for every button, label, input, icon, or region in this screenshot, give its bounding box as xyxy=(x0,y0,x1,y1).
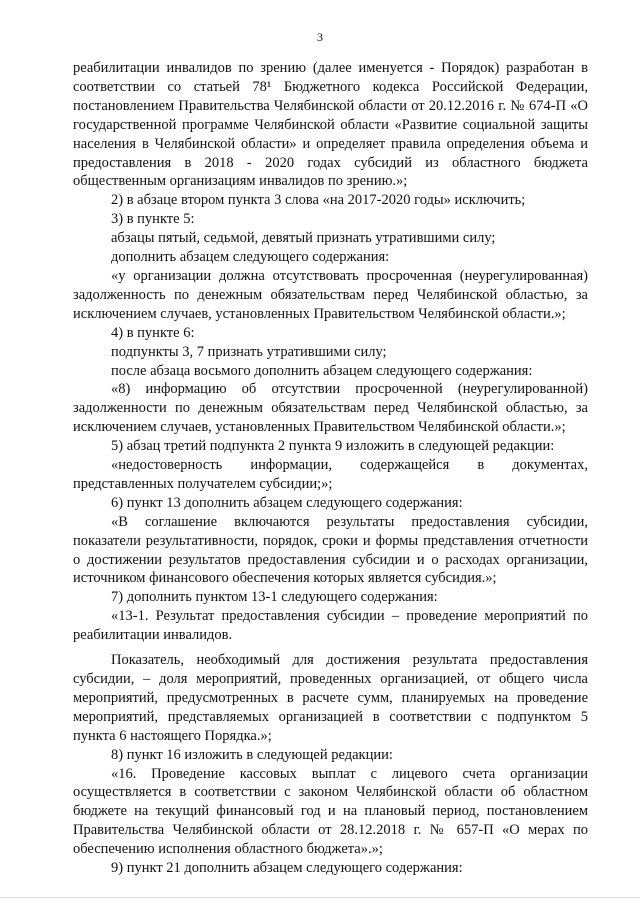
paragraph-item-8-quote: «16. Проведение кассовых выплат с лицевого счета организации осуществляется в соответствии с законом Челябинской области об областном бюджете на текущий финансовый год и на плановый период, постановлением Правительства Челябинской области от 28.12.2018 г. № 657-П «О мерах по обеспечению исполнения областного бюджета».»; xyxy=(73,765,588,858)
paragraph-item-4-quote: «8) информацию об отсутствии просроченной (неурегулированной) задолженности по денежным обязательствам перед Челябинской областью, за исключением случаев, установленных Правительством Челябинской области.»; xyxy=(73,381,588,436)
paragraph-item-4-add: после абзаца восьмого дополнить абзацем следующего содержания: xyxy=(111,362,533,379)
paragraph-item-4: 4) в пункте 6: xyxy=(111,324,195,341)
paragraph-item-6: 6) пункт 13 дополнить абзацем следующего содержания: xyxy=(111,494,463,511)
paragraph-item-2: 2) в абзаце втором пункта 3 слова «на 2017-2020 годы» исключить; xyxy=(111,192,526,209)
paragraph-item-7-quote: «13-1. Результат предоставления субсидии – проведение мероприятий по реабилитации инвалидов. xyxy=(73,608,588,644)
paragraph-item-6-quote: «В соглашение включаются результаты предоставления субсидии, показатели результативности, порядок, сроки и формы представления отчетности о достижении результатов предоставления субсидии и о расходах организации, источником финансового обеспечения которых является субсидия.»; xyxy=(73,513,588,587)
page-number: 3 xyxy=(317,30,323,44)
paragraph-item-5-quote: «недостоверность информации, содержащейся в документах, представленных получателем субсидии;»; xyxy=(73,457,588,492)
paragraph-item-3-quote: «у организации должна отсутствовать просроченная (неурегулированная) задолженность по денежным обязательствам перед Челябинской областью, за исключением случаев, установленных Правительством Челябинской области.»; xyxy=(73,267,588,322)
paragraph-item-9: 9) пункт 21 дополнить абзацем следующего содержания: xyxy=(111,860,463,877)
paragraph-item-3-abzacy: абзацы пятый, седьмой, девятый признать утратившими силу; xyxy=(111,230,496,247)
page-bottom-divider xyxy=(0,897,640,898)
paragraph-item-8: 8) пункт 16 изложить в следующей редакции: xyxy=(111,746,393,763)
paragraph-item-5: 5) абзац третий подпункта 2 пункта 9 изложить в следующей редакции: xyxy=(111,438,555,455)
document-body xyxy=(73,59,588,878)
paragraph-item-3-add: дополнить абзацем следующего содержания: xyxy=(111,249,390,266)
paragraph-item-3: 3) в пункте 5: xyxy=(111,211,195,228)
paragraph-item-7-indicator: Показатель, необходимый для достижения результата предоставления субсидии, – доля мероприятий, проведенных организацией, от общего числа мероприятий, предусмотренных в расчете сумм, планируемых на проведение мероприятий, представляемых организацией в соответствии с подпунктом 5 пункта 6 настоящего Порядка.»; xyxy=(73,652,588,744)
paragraph-item-4-subitems: подпункты 3, 7 признать утратившими силу; xyxy=(111,343,387,360)
paragraph-item-7: 7) дополнить пунктом 13-1 следующего содержания: xyxy=(111,589,438,606)
paragraph-continuation-intro: реабилитации инвалидов по зрению (далее именуется - Порядок) разработан в соответствии со статьей 78¹ Бюджетного кодекса Российской Федерации, постановлением Правительства Челябинской области от 20.12.2016 г. № 674-П «О государственной программе Челябинской области «Развитие социальной защиты населения в Челябинской области» и определяет правила определения объема и предоставления в 2018 - 2020 годах субсидий из областного бюджета общественным организациям инвалидов по зрению.»; xyxy=(73,60,588,190)
